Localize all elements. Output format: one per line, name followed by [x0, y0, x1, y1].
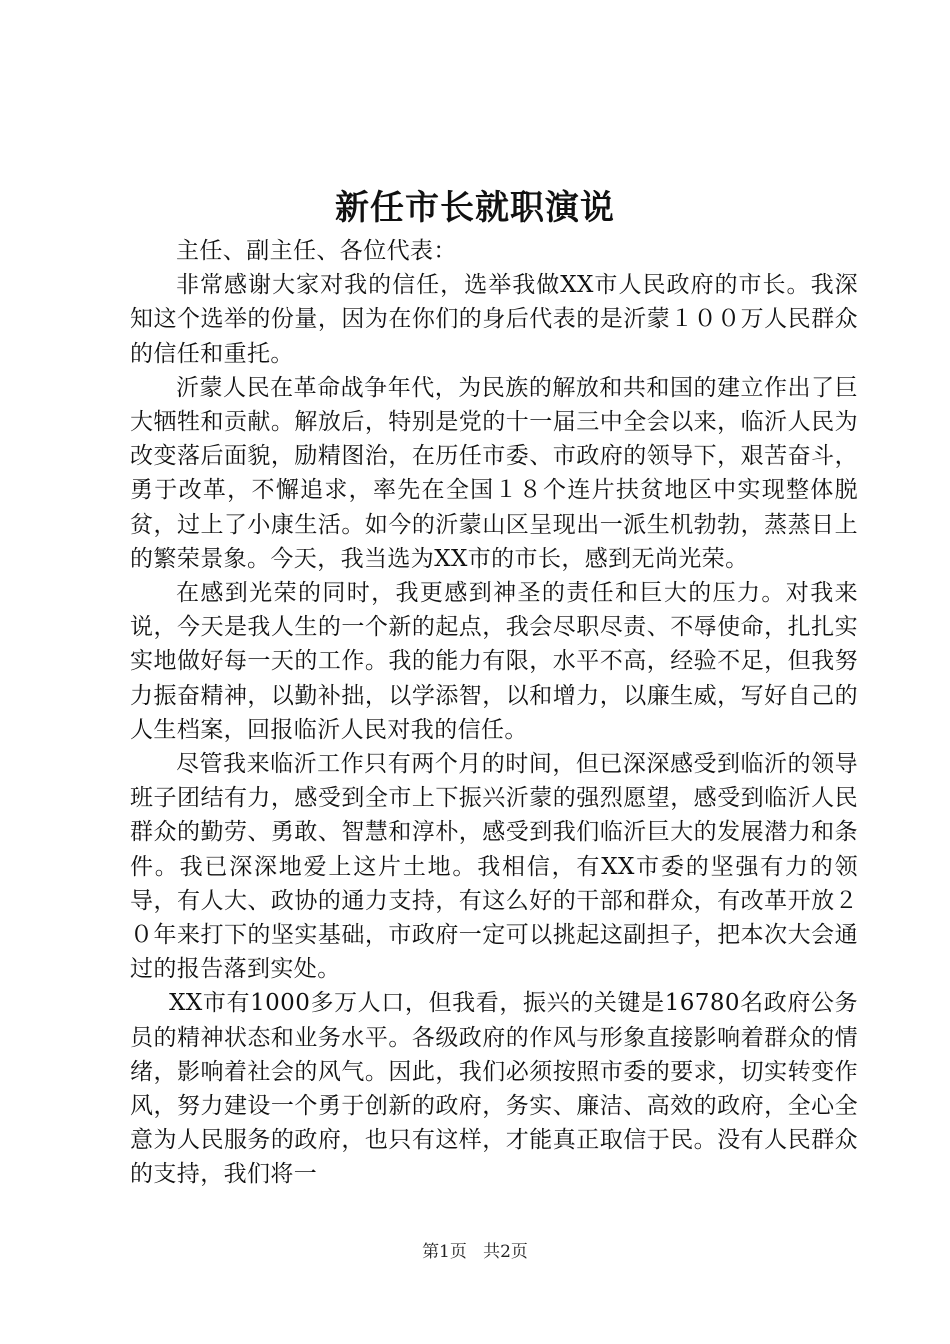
paragraph-2: 沂蒙人民在革命战争年代，为民族的解放和共和国的建立作出了巨大牺牲和贡献。解放后，特别是党的十一届三中全会以来，临沂人民为改变落后面貌，励精图治，在历任市委、市政府的领导下，艰苦奋斗，勇于改革，不懈追求，率先在全国１８个连片扶贫地区中实现整体脱贫，过上了小康生活。如今的沂蒙山区呈现出一派生机勃勃，蒸蒸日上的繁荣景象。今天，我当选为XX市的市长，感到无尚光荣。 — [130, 374, 858, 572]
document-title: 新任市长就职演说 — [335, 188, 615, 228]
page-total: 共2页 — [483, 1242, 528, 1262]
paragraph-salutation: 主任、副主任、各位代表： — [176, 238, 457, 264]
paragraph-4: 尽管我来临沂工作只有两个月的时间，但已深深感受到临沂的领导班子团结有力，感受到全市上下振兴沂蒙的强烈愿望，感受到临沂人民群众的勤劳、勇敢、智慧和淳朴，感受到我们临沂巨大的发展潜力和条件。我已深深地爱上这片土地。我相信，有XX市委的坚强有力的领导，有人大、政协的通力支持，有这么好的干部和群众，有改革开放２０年来打下的坚实基础，市政府一定可以挑起这副担子，把本次大会通过的报告落到实处。 — [130, 751, 858, 983]
paragraph-3: 在感到光荣的同时，我更感到神圣的责任和巨大的压力。对我来说，今天是我人生的一个新的起点，我会尽职尽责、不辱使命，扎扎实实地做好每一天的工作。我的能力有限，水平不高，经验不足，但我努力振奋精神，以勤补拙，以学添智，以和增力，以廉生威，写好自己的人生档案，回报临沂人民对我的信任。 — [130, 580, 858, 743]
page-separator — [472, 1242, 477, 1262]
paragraph-5: XX市有1000多万人口，但我看，振兴的关键是16780名政府公务员的精神状态和业务水平。各级政府的作风与形象直接影响着群众的情绪，影响着社会的风气。因此，我们必须按照市委的要求，切实转变作风，努力建设一个勇于创新的政府，务实、廉洁、高效的政府，全心全意为人民服务的政府，也只有这样，才能真正取信于民。没有人民群众的支持，我们将一 — [130, 990, 858, 1188]
page-number: 第1页 — [422, 1242, 467, 1262]
paragraph-1: 非常感谢大家对我的信任，选举我做XX市人民政府的市长。我深知这个选举的份量，因为在你们的身后代表的是沂蒙１００万人民群众的信任和重托。 — [130, 272, 858, 367]
document-body — [130, 234, 858, 1192]
page-footer — [0, 1240, 950, 1264]
